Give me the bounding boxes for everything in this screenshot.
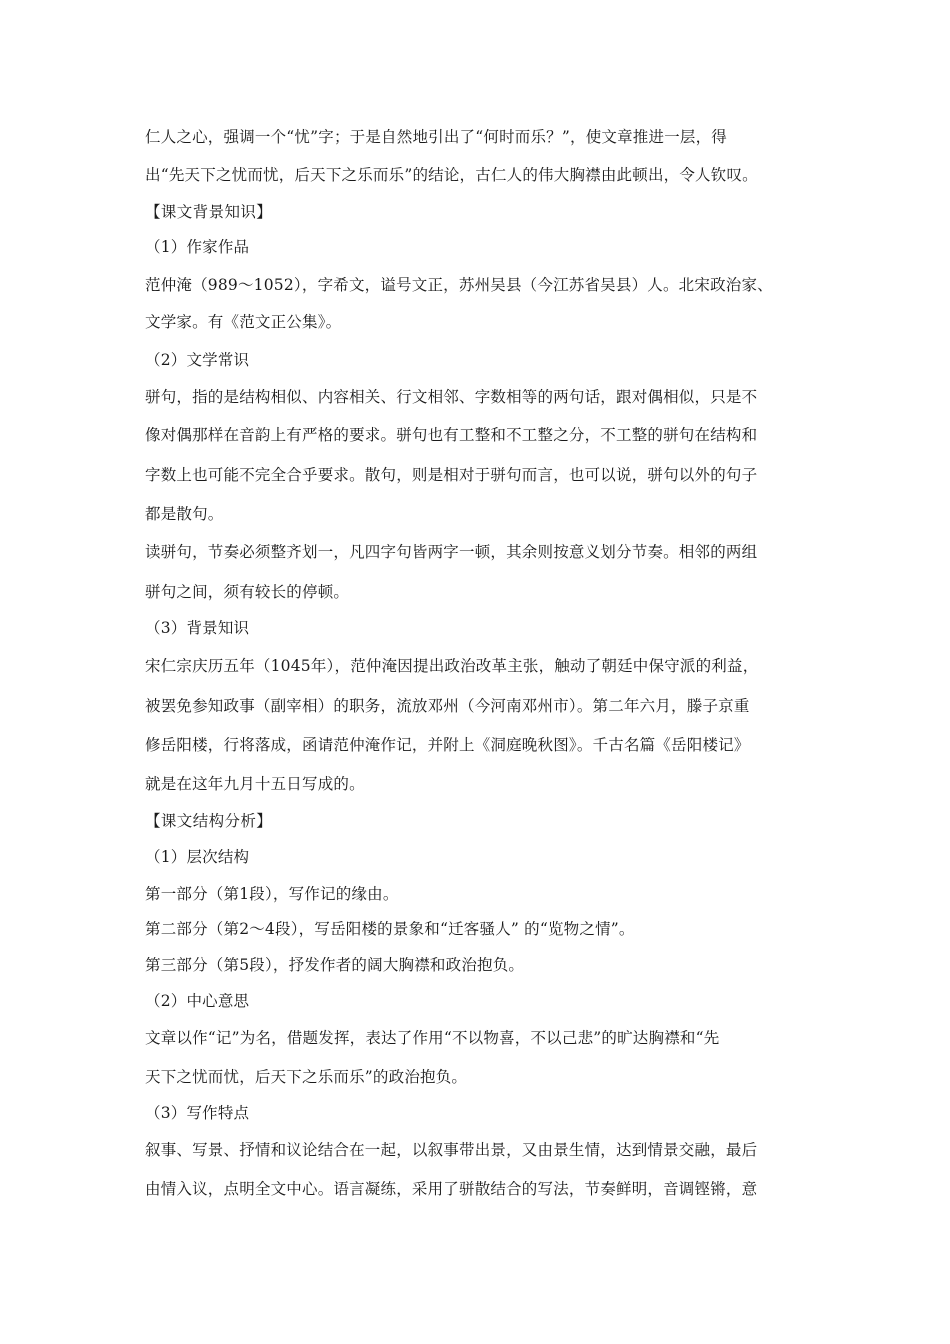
subsection-heading: （2）文学常识 (145, 351, 250, 369)
subsection-heading: （1）层次结构 (145, 848, 250, 866)
section-heading: 【课文背景知识】 (145, 203, 273, 221)
text-line: 出“先天下之忧而忧，后天下之乐而乐”的结论，古仁人的伟大胸襟由此顿出，令人钦叹。 (145, 166, 758, 184)
text-line: 天下之忧而忧，后天下之乐而乐”的政治抱负。 (145, 1068, 468, 1086)
text-line: 骈句，指的是结构相似、内容相关、行文相邻、字数相等的两句话，跟对偶相似，只是不 (145, 388, 758, 406)
text-line: 宋仁宗庆历五年（1045年），范仲淹因提出政治改革主张，触动了朝廷中保守派的利益， (145, 657, 759, 675)
text-line: 就是在这年九月十五日写成的。 (145, 775, 365, 793)
text-line: 范仲淹（989～1052），字希文，谥号文正，苏州吴县（今江苏省吴县）人。北宋政治家、 (145, 276, 773, 294)
text-line: 由情入议，点明全文中心。语言凝练，采用了骈散结合的写法，节奏鲜明，音调铿锵，意 (145, 1180, 758, 1198)
text-line: 读骈句，节奏必须整齐划一，凡四字句皆两字一顿，其余则按意义划分节奏。相邻的两组 (145, 543, 758, 561)
text-line: 字数上也可能不完全合乎要求。散句，则是相对于骈句而言，也可以说，骈句以外的句子 (145, 466, 758, 484)
section-heading: 【课文结构分析】 (145, 812, 273, 830)
text-line: 第三部分（第5段），抒发作者的阔大胸襟和政治抱负。 (145, 956, 525, 974)
text-line: 文学家。有《范文正公集》。 (145, 313, 342, 331)
subsection-heading: （1）作家作品 (145, 238, 250, 256)
subsection-heading: （3）写作特点 (145, 1104, 250, 1122)
text-line: 叙事、写景、抒情和议论结合在一起，以叙事带出景，又由景生情，达到情景交融，最后 (145, 1141, 758, 1159)
text-line: 第一部分（第1段），写作记的缘由。 (145, 885, 399, 903)
subsection-heading: （2）中心意思 (145, 992, 250, 1010)
text-line: 骈句之间，须有较长的停顿。 (145, 583, 350, 601)
text-line: 修岳阳楼，行将落成，函请范仲淹作记，并附上《洞庭晚秋图》。千古名篇《岳阳楼记》 (145, 736, 750, 754)
text-line: 被罢免参知政事（副宰相）的职务，流放邓州（今河南邓州市）。第二年六月，滕子京重 (145, 697, 750, 715)
subsection-heading: （3）背景知识 (145, 619, 250, 637)
text-line: 仁人之心，强调一个“忧”字；于是自然地引出了“何时而乐？”，使文章推进一层，得 (145, 128, 727, 146)
text-line: 文章以作“记”为名，借题发挥，表达了作用“不以物喜，不以己悲”的旷达胸襟和“先 (145, 1029, 720, 1047)
text-line: 都是散句。 (145, 505, 224, 523)
text-line: 像对偶那样在音韵上有严格的要求。骈句也有工整和不工整之分，不工整的骈句在结构和 (145, 426, 758, 444)
text-line: 第二部分（第2～4段），写岳阳楼的景象和“迁客骚人” 的“览物之情”。 (145, 920, 635, 938)
